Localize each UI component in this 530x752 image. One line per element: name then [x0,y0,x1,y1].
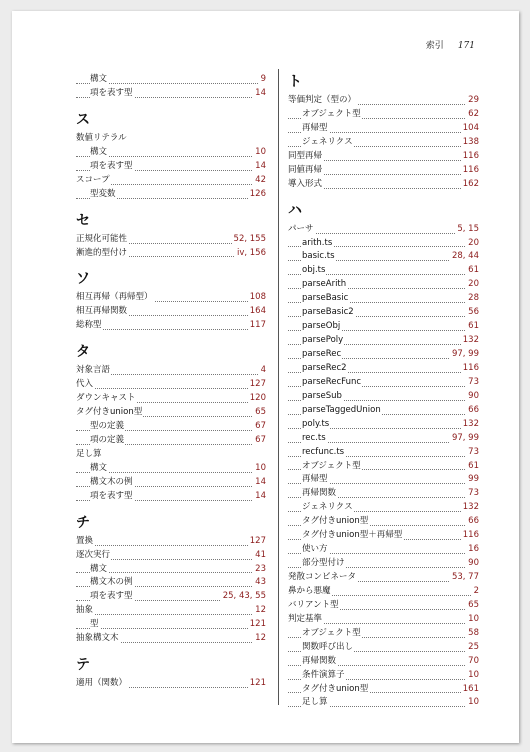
index-subentry [288,376,479,390]
index-entry [76,448,266,462]
page-reference[interactable]: 43 [253,576,266,590]
dot-leader [76,545,266,546]
index-term: 構文 [90,563,108,574]
page-reference[interactable]: 138 [461,136,479,150]
index-section-heading: タ [76,344,90,361]
index-term: オブジェクト型 [302,108,361,119]
index-subentry [76,160,266,174]
index-subentry [76,188,266,202]
index-term: 型変数 [90,188,116,199]
page-reference[interactable]: 162 [461,178,479,192]
index-subentry [76,73,266,87]
index-term: 判定基準 [288,613,323,624]
index-subentry [76,462,266,476]
page-reference[interactable]: 116 [461,362,479,376]
index-section-heading: チ [76,514,90,531]
index-entry [76,549,266,563]
index-subentry [288,390,479,404]
index-entry [76,132,266,146]
index-entry [76,535,266,549]
index-term: 抽象 [76,605,94,616]
page-reference[interactable]: 14 [253,476,266,490]
page-reference[interactable]: 10 [253,146,266,160]
index-subentry [288,136,479,150]
index-term: 構文木の例 [90,577,133,588]
index-term: 逐次実行 [76,549,111,560]
index-entry [76,291,266,305]
index-entry [288,613,479,627]
index-column-right [288,73,479,710]
index-term: parseArith [302,279,347,290]
page-reference[interactable]: 9 [259,73,266,87]
index-subentry [288,237,479,251]
index-term: 導入形式 [288,178,323,189]
index-entry [288,571,479,585]
page-reference[interactable]: 127 [248,535,266,549]
index-entry [76,392,266,406]
index-term: バリアント型 [288,599,339,610]
index-term: parseRec [302,349,342,359]
page-reference[interactable]: 121 [248,677,266,691]
index-entry [76,364,266,378]
index-entry [288,223,479,237]
index-subentry [288,418,479,432]
page-reference[interactable]: 61 [466,264,479,278]
page-reference[interactable]: 116 [461,164,479,178]
page-reference[interactable]: 4 [259,364,266,378]
page-reference[interactable]: 16 [466,543,479,557]
index-term: 正規化可能性 [76,233,128,244]
index-term: 項の定義 [90,434,125,445]
index-subentry [288,320,479,334]
index-term: 再帰型 [302,122,328,133]
page-reference[interactable]: 164 [248,305,266,319]
page-reference[interactable]: 61 [466,320,479,334]
index-section-heading: ハ [288,202,302,219]
index-term: 構文 [90,146,108,157]
page-reference[interactable]: 132 [461,334,479,348]
index-term: basic.ts [302,251,335,262]
page-reference[interactable]: 66 [466,404,479,418]
page-reference[interactable]: 2 [472,585,479,599]
index-entry [76,604,266,618]
index-subentry [76,87,266,101]
index-entry [76,378,266,392]
page-reference[interactable]: 53, 77 [450,571,479,585]
index-subentry [288,306,479,320]
page-number: 171 [457,41,475,51]
index-section-heading: ト [288,74,302,90]
index-term: 構文 [90,74,108,84]
index-subentry [288,501,479,515]
page-reference[interactable]: 90 [466,557,479,571]
index-term: 使い方 [302,544,328,555]
index-term: 項を表す型 [90,591,133,602]
index-term: 構文木の例 [90,476,133,487]
index-subentry [76,420,266,434]
index-term: オブジェクト型 [302,460,361,471]
index-term: パーサ [288,223,314,234]
index-section-heading: ソ [76,271,90,288]
column-divider [278,69,279,705]
index-term: 関数呼び出し [302,641,354,652]
page-reference[interactable]: 62 [466,108,479,122]
page-reference[interactable]: 42 [253,174,266,188]
index-term: parseSub [302,390,342,401]
index-section-heading: セ [76,212,90,229]
index-term: 総称型 [76,320,102,331]
index-term: 型 [90,619,99,630]
index-subentry [288,122,479,136]
index-term: ジェネリクス [302,136,353,147]
index-term: 等価判定（型の） [288,95,357,105]
index-term: タグ付きunion型 [302,516,369,527]
page-reference[interactable]: 99 [466,473,479,487]
page-reference[interactable]: 29 [466,94,479,108]
index-subentry [76,590,266,604]
index-term: ジェネリクス [302,502,353,513]
index-subentry [76,434,266,448]
page-reference[interactable]: 97, 99 [450,348,479,362]
page-reference[interactable]: 10 [466,669,479,683]
page-reference[interactable]: 12 [253,604,266,618]
page-reference[interactable]: 121 [248,618,266,632]
book-page [12,11,519,743]
index-subentry [288,264,479,278]
index-term: 抽象構文木 [76,633,119,644]
index-entry [76,233,266,247]
index-term: poly.ts [302,418,330,429]
running-header [426,38,475,51]
index-subentry [288,334,479,348]
page-reference[interactable]: 28 [466,292,479,306]
dot-leader [76,614,266,615]
page-reference[interactable]: 120 [248,392,266,406]
page-reference[interactable]: 52, 155 [232,233,266,247]
index-term: 漸進的型付け [76,247,128,258]
index-term: 代入 [76,379,94,390]
index-subentry [288,348,479,362]
page-reference[interactable]: 41 [253,549,266,563]
index-subentry [288,487,479,501]
page-reference[interactable]: 132 [461,501,479,515]
page-reference[interactable]: 5, 15 [455,223,479,237]
index-entry [76,632,266,646]
page-reference[interactable]: 10 [253,462,266,476]
page-reference[interactable]: 104 [461,122,479,136]
index-subentry [288,404,479,418]
index-term: recfunc.ts [302,446,345,457]
index-entry [288,94,479,108]
index-subentry [288,655,479,669]
index-term: 足し算 [76,448,102,459]
index-term: 再帰関数 [302,655,337,666]
index-term: obj.ts [302,265,326,276]
dot-leader [76,329,266,330]
page-reference[interactable]: 161 [461,683,479,697]
index-subentry [288,627,479,641]
index-term: arith.ts [302,237,333,248]
page-reference[interactable]: 14 [253,160,266,174]
page-reference[interactable]: 127 [248,378,266,392]
page-reference[interactable]: 61 [466,460,479,474]
index-subentry [288,515,479,529]
page-reference[interactable]: 108 [248,291,266,305]
index-term: rec.ts [302,432,326,443]
index-term: 項を表す型 [90,490,133,501]
index-subentry [288,446,479,460]
index-subentry [288,432,479,446]
page-reference[interactable]: 66 [466,515,479,529]
index-entry [76,305,266,319]
index-term: 数値リテラル [76,132,127,143]
index-term: parseRec2 [302,362,347,373]
index-subentry [288,641,479,655]
index-subentry [76,576,266,590]
index-term: parseBasic2 [302,307,354,318]
index-subentry [76,476,266,490]
index-entry [288,585,479,599]
index-term: スコープ [76,174,110,185]
index-subentry [288,683,479,697]
dot-leader [288,233,479,234]
index-term: 同値再帰 [288,164,323,175]
index-term: 同型再帰 [288,150,323,161]
index-entry [288,150,479,164]
page-reference[interactable]: 14 [253,87,266,101]
page-reference[interactable]: 56 [466,306,479,320]
page-reference[interactable]: iv, 156 [235,247,266,261]
index-term: 適用（関数） [76,678,128,689]
index-term: 条件演算子 [302,669,345,680]
index-term: 再帰関数 [302,488,337,499]
page-reference[interactable]: 25 [466,641,479,655]
page-reference[interactable]: 67 [253,434,266,448]
index-term: parsePoly [302,335,344,346]
page-reference[interactable]: 90 [466,390,479,404]
page-reference[interactable]: 70 [466,655,479,669]
index-subentry [288,543,479,557]
page-reference[interactable]: 73 [466,446,479,460]
index-term: 再帰型 [302,474,328,485]
index-term: 相互再帰関数 [76,306,128,317]
page-reference[interactable]: 20 [466,237,479,251]
index-subentry [288,473,479,487]
index-term: 部分型付け [302,558,345,569]
index-term: タグ付きunion型 [302,683,369,694]
index-entry [76,319,266,333]
index-term: parseObj [302,321,341,332]
page-reference[interactable]: 20 [466,278,479,292]
page-reference[interactable]: 65 [253,406,266,420]
index-subentry [288,292,479,306]
index-term: 型の定義 [90,421,125,431]
index-entry [288,178,479,192]
page-reference[interactable]: 116 [461,529,479,543]
page-reference[interactable]: 12 [253,632,266,646]
index-entry [288,164,479,178]
index-entry [76,247,266,261]
index-term: parseRecFunc [302,376,362,387]
index-term: タグ付きunion型＋再帰型 [302,530,403,541]
page-reference[interactable]: 28, 44 [450,250,479,264]
index-subentry [76,490,266,504]
index-term: 相互再帰（再帰型） [76,292,153,303]
index-term: 対象言語 [76,365,111,376]
index-entry [76,677,266,691]
page-reference[interactable]: 73 [466,376,479,390]
page-reference[interactable]: 97, 99 [450,432,479,446]
index-term: 足し算 [302,697,328,708]
index-term: 鼻から悪魔 [288,585,331,596]
index-subentry [288,460,479,474]
index-term: 構文 [90,462,108,473]
page-reference[interactable]: 10 [466,696,479,710]
dot-leader [76,388,266,389]
index-term: parseTaggedUnion [302,404,381,415]
index-column-left [76,73,266,691]
index-subentry [288,108,479,122]
index-section-heading: ス [76,111,90,128]
page-reference[interactable]: 132 [461,418,479,432]
index-term: 発散コンビネータ [288,572,357,582]
index-term: 項を表す型 [90,160,133,171]
index-entry [76,406,266,420]
index-term: 項を表す型 [90,87,133,98]
index-term: オブジェクト型 [302,627,361,638]
index-subentry [76,563,266,577]
index-subentry [288,669,479,683]
page-reference[interactable]: 10 [466,613,479,627]
page-reference[interactable]: 65 [466,599,479,613]
index-section-heading: テ [76,657,90,674]
index-term: 置換 [76,535,94,546]
dot-leader [76,628,266,629]
page-reference[interactable]: 58 [466,627,479,641]
index-subentry [288,278,479,292]
page-reference[interactable]: 126 [248,188,266,202]
index-entry [76,174,266,188]
index-term: ダウンキャスト [76,393,136,404]
page-reference[interactable]: 117 [248,319,266,333]
index-subentry [288,557,479,571]
page-reference[interactable]: 23 [253,563,266,577]
page-reference[interactable]: 116 [461,150,479,164]
index-term: タグ付きunion型 [76,407,143,418]
index-subentry [288,696,479,710]
index-subentry [288,529,479,543]
index-subentry [76,146,266,160]
index-entry [288,599,479,613]
index-subentry [288,362,479,376]
page-reference[interactable]: 25, 43, 55 [221,590,266,604]
header-title: 索引 [425,41,444,51]
page-reference[interactable]: 67 [253,420,266,434]
index-subentry [288,250,479,264]
index-term: parseBasic [302,293,349,304]
page-reference[interactable]: 14 [253,490,266,504]
page-reference[interactable]: 73 [466,487,479,501]
index-subentry [76,618,266,632]
